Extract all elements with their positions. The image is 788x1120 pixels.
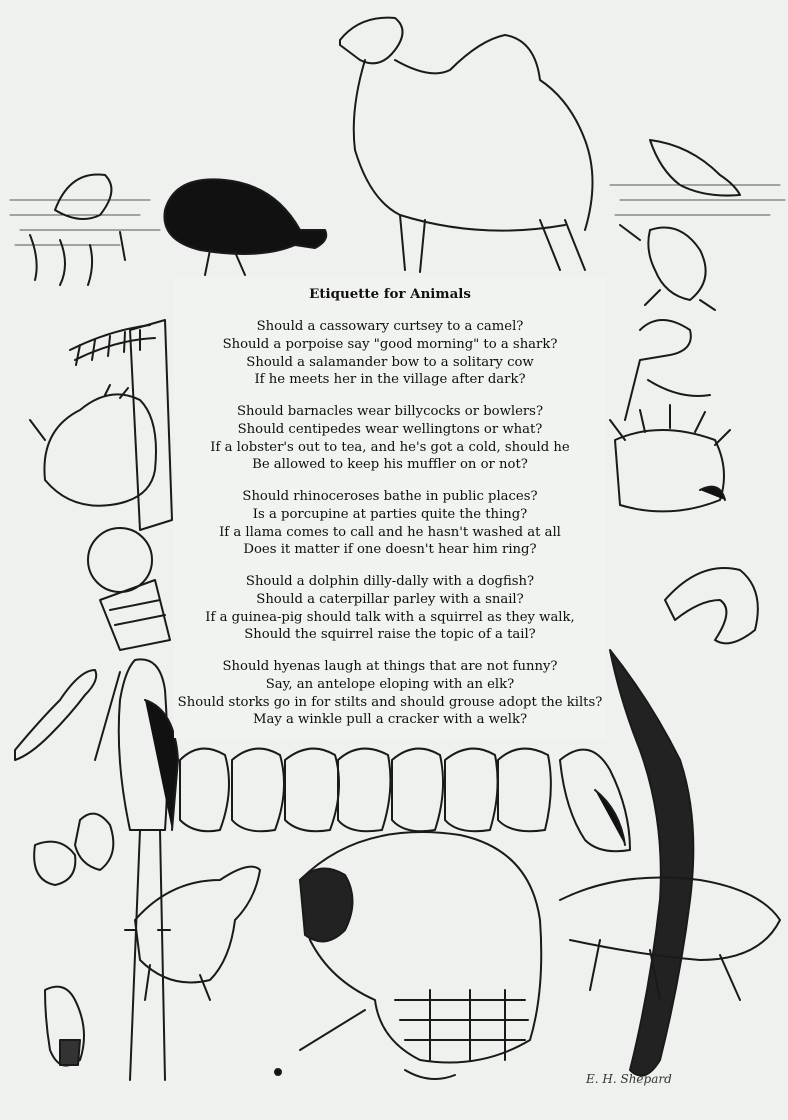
golfer-drawing: [275, 832, 541, 1079]
artist-signature: E. H. Shepard: [586, 1072, 672, 1086]
poem-line: If he meets her in the village after dark?: [254, 372, 526, 388]
cassowary-drawing: [164, 179, 326, 275]
centipede-drawing: [70, 325, 155, 365]
poem-line: Should a porpoise say "good morning" to a shark?: [222, 336, 558, 352]
poem-line: Should centipedes wear wellingtons or what?: [237, 421, 543, 437]
squirrel-drawing: [75, 814, 113, 870]
poem-title: Etiquette for Animals: [309, 286, 471, 302]
guinea-pig-drawing: [34, 842, 75, 885]
poem-line: Is a porcupine at parties quite the thing?: [252, 506, 528, 522]
eel-drawing: [610, 650, 693, 1076]
poem-line: Should a salamander bow to a solitary cow: [246, 354, 534, 370]
poem-line: Should rhinoceroses bathe in public places?: [242, 489, 538, 504]
camel-drawing: [340, 18, 593, 272]
lobster-drawing: [620, 225, 715, 310]
poem-line: Does it matter if one doesn't hear him ring?: [243, 542, 537, 558]
pelican-drawing: [560, 750, 630, 852]
grouse-drawing: [45, 987, 84, 1066]
stanza-1: [174, 318, 606, 389]
poem-line: If a lobster's out to tea, and he's got a cold, should he: [210, 439, 570, 455]
poem-line: May a winkle pull a cracker with a welk?: [252, 712, 528, 728]
shark-drawing: [650, 140, 740, 196]
poem-line: If a llama comes to call and he hasn't washed at all: [219, 524, 561, 540]
poem-line: Say, an antelope eloping with an elk?: [265, 676, 515, 692]
sea-lines-left: [10, 200, 160, 245]
stanza-2: [174, 403, 606, 474]
poem-line: Should barnacles wear billycocks or bowlers?: [236, 404, 544, 419]
hyena-drawing: [135, 867, 260, 1000]
stanza-5: [174, 658, 606, 729]
poem-line: Should a caterpillar parley with a snail?: [256, 591, 524, 607]
pelican-row-drawing: [180, 749, 551, 832]
poem-line: If a guinea-pig should talk with a squirrel as they walk,: [205, 609, 575, 625]
poem-line: Be allowed to keep his muffler on or not?: [252, 457, 528, 473]
poem-line: Should hyenas laugh at things that are not funny?: [222, 659, 558, 674]
cart-drawing: [88, 320, 172, 650]
poem-line: Should a cassowary curtsey to a camel?: [256, 319, 524, 334]
poem-line: Should a dolphin dilly-dally with a dogfish?: [245, 574, 535, 589]
poem-line: Should the squirrel raise the topic of a tail?: [244, 627, 536, 643]
poem-panel: [174, 278, 606, 738]
salamander-drawing: [15, 670, 96, 760]
stanza-4: [174, 573, 606, 644]
llama-drawing: [625, 320, 710, 420]
stanza-3: [174, 488, 606, 559]
poem-line: Should storks go in for stilts and should grouse adopt the kilts?: [177, 694, 603, 710]
stork-on-stilts-drawing: [95, 659, 178, 1080]
porcupine-drawing: [610, 405, 730, 511]
sea-lines-right: [610, 185, 785, 215]
dolphin-drawing: [665, 568, 758, 643]
